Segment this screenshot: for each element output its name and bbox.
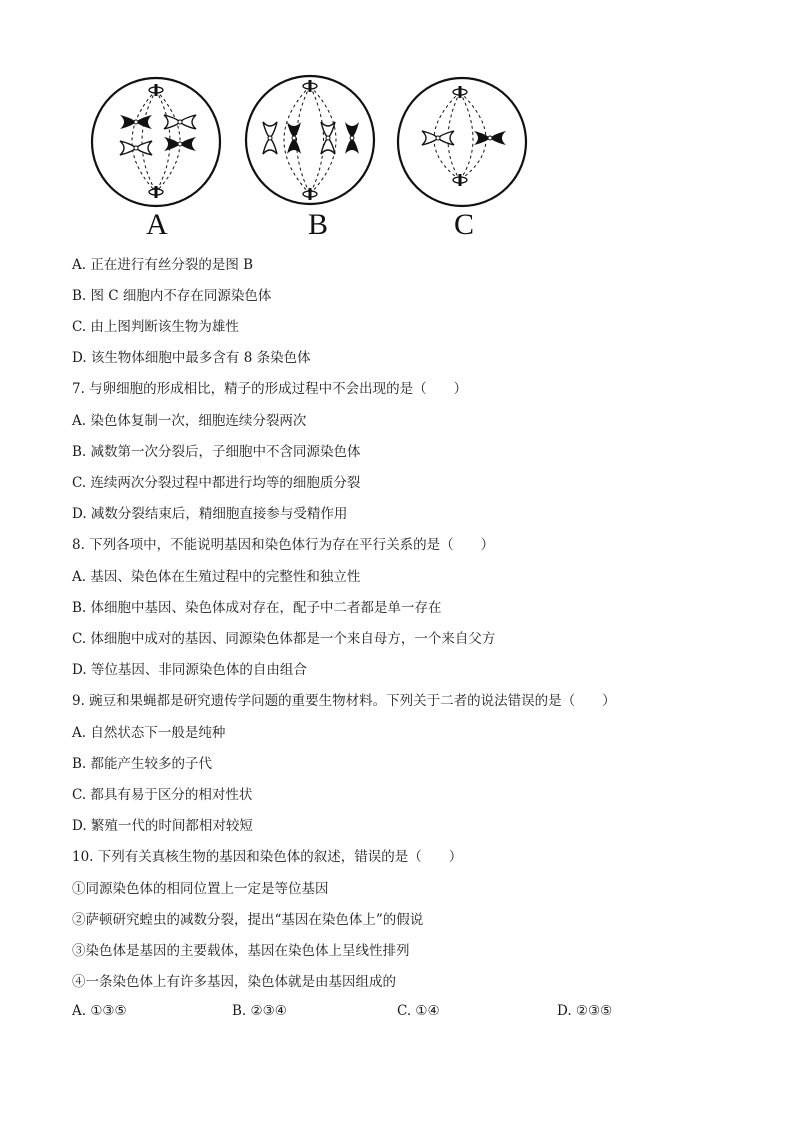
q6-option-b: B. 图 C 细胞内不存在同源染色体: [72, 288, 272, 304]
q10-option-a: A. ①③⑤: [72, 1003, 127, 1019]
cell-label-b: B: [308, 208, 329, 241]
q10-statement-1: ①同源染色体的相同位置上一定是等位基因: [72, 881, 329, 897]
q7-option-b: B. 减数第一次分裂后，子细胞中不含同源染色体: [72, 444, 361, 460]
cell-label-c: C: [454, 208, 475, 241]
q8-stem: 8. 下列各项中，不能说明基因和染色体行为存在平行关系的是（ ）: [72, 537, 495, 553]
cell-label-a: A: [146, 208, 168, 241]
q7-option-c: C. 连续两次分裂过程中都进行均等的细胞质分裂: [72, 475, 361, 491]
q10-option-c: C. ①④: [397, 1003, 440, 1019]
q8-option-d: D. 等位基因、非同源染色体的自由组合: [72, 662, 307, 678]
q8-option-c: C. 体细胞中成对的基因、同源染色体都是一个来自母方，一个来自父方: [72, 631, 496, 647]
q6-option-a: A. 正在进行有丝分裂的是图 B: [72, 257, 254, 273]
cell-c: [398, 78, 526, 206]
q8-option-b: B. 体细胞中基因、染色体成对存在，配子中二者都是单一存在: [72, 600, 442, 616]
q10-statement-2: ②萨顿研究蝗虫的减数分裂，提出“基因在染色体上”的假说: [72, 912, 424, 928]
q8-option-a: A. 基因、染色体在生殖过程中的完整性和独立性: [72, 569, 361, 585]
q9-stem: 9. 豌豆和果蝇都是研究遗传学问题的重要生物材料。下列关于二者的说法错误的是（ ）: [72, 693, 616, 709]
q10-option-b: B. ②③④: [232, 1003, 287, 1019]
q7-option-d: D. 减数分裂结束后，精细胞直接参与受精作用: [72, 506, 348, 522]
q9-option-a: A. 自然状态下一般是纯种: [72, 725, 226, 741]
q7-option-a: A. 染色体复制一次，细胞连续分裂两次: [72, 413, 307, 429]
q6-option-d: D. 该生物体细胞中最多含有 8 条染色体: [72, 350, 311, 366]
q9-option-d: D. 繁殖一代的时间都相对较短: [72, 818, 253, 834]
cell-a: [92, 78, 220, 206]
q9-option-b: B. 都能产生较多的子代: [72, 756, 213, 772]
q10-option-d: D. ②③⑤: [557, 1003, 613, 1019]
q10-statement-4: ④一条染色体上有许多基因，染色体就是由基因组成的: [72, 974, 396, 990]
q10-statement-3: ③染色体是基因的主要载体，基因在染色体上呈线性排列: [72, 943, 410, 959]
cell-b: [246, 76, 374, 204]
q6-option-c: C. 由上图判断该生物为雄性: [72, 319, 239, 335]
q10-options: [72, 1003, 692, 1021]
cell-division-figure: [88, 74, 538, 244]
q9-option-c: C. 都具有易于区分的相对性状: [72, 787, 253, 803]
q7-stem: 7. 与卵细胞的形成相比，精子的形成过程中不会出现的是（ ）: [72, 381, 468, 397]
q10-stem: 10. 下列有关真核生物的基因和染色体的叙述，错误的是（ ）: [72, 849, 463, 865]
